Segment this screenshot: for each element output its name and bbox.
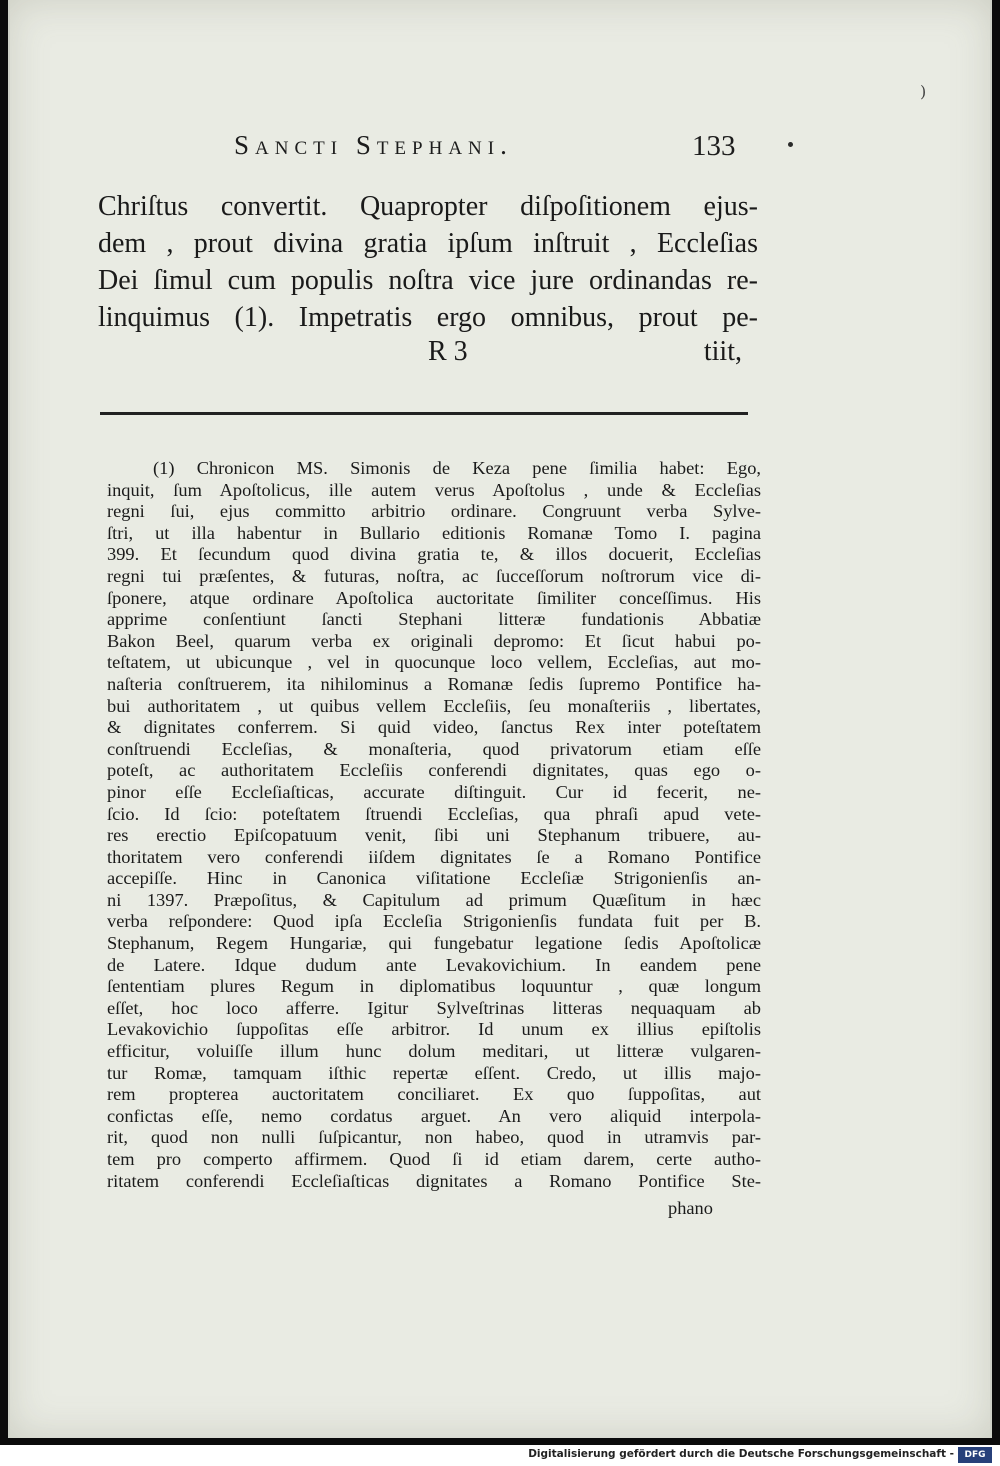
footnote-line: tem pro comperto affirmem. Quod ſi id etiam darem, certe autho- (107, 1149, 761, 1169)
main-text-line: linquimus (1). Impetratis ergo omnibus, prout pe- (98, 302, 758, 333)
footnote-line: regni ſui, ejus committo arbitrio ordinare. Congruunt verba Sylve- (107, 501, 761, 522)
footnote-line: pinor eſſe Eccleſiaſticas, accurate diſtinguit. Cur id fecerit, ne- (107, 781, 761, 802)
footnote-line: tur Romæ, tamquam iſthic repertæ eſſent. Credo, ut illis majo- (107, 1062, 761, 1083)
dfg-credit-text: Digitalisierung gefördert durch die Deutsche Forschungsgemeinschaft - (528, 1448, 954, 1460)
page-right-edge (990, 0, 992, 1438)
footnote-line: ſententiam plures Regum in diplomatibus loquuntur , quæ longum (107, 976, 761, 997)
ink-dot (788, 142, 793, 147)
footnote-line: ſtri, ut illa habentur in Bullario editionis Romanæ Tomo I. pagina (107, 522, 761, 543)
footnote-catchword: phano (668, 1198, 713, 1218)
dfg-logo: DFG (958, 1447, 992, 1463)
footnote-line: ſcio. Id ſcio: poteſtatem ſtruendi Eccleſias, qua phraſi apud vete- (107, 803, 761, 824)
footnote-line: rit, quod non nulli ſuſpicantur, non habeo, quod in utramvis par- (107, 1127, 761, 1148)
footnote (107, 458, 761, 1192)
footnote-line: efficitur, voluiſſe illum hunc dolum meditari, ut litteræ vulgaren- (107, 1041, 761, 1062)
page-left-edge (8, 0, 10, 1438)
footnote-line: apprime conſentiunt ſancti Stephani litteræ fundationis Abbatiæ (107, 609, 761, 630)
book-page (8, 0, 992, 1438)
running-head-title: Sancti Stephani. (234, 130, 513, 160)
footnote-line: bui authoritatem , ut quibus vellem Eccleſiis, ſeu monaſteriis , libertates, (107, 695, 761, 716)
footnote-line: Stephanum, Regem Hungariæ, qui fungebatur legatione ſedis Apoſtolicæ (107, 933, 761, 954)
footnote-line: confictas eſſe, nemo cordatus arguet. An vero aliquid interpola- (107, 1105, 761, 1126)
main-text-line: Dei ſimul cum populis noſtra vice jure ordinandas re- (98, 265, 758, 296)
signature-mark: R 3 (428, 336, 468, 367)
footnote-line: accepiſſe. Hinc in Canonica viſitatione Eccleſiæ Strigonienſis an- (107, 868, 761, 889)
footnote-line: de Latere. Idque dudum ante Levakovichium. In eandem pene (107, 954, 761, 975)
main-text-line: dem , prout divina gratia ipſum inſtruit , Eccleſias (98, 228, 758, 259)
credit-bar (0, 1445, 1000, 1466)
footnote-line: conſtruendi Eccleſias, & monaſteria, quod privatorum etiam eſſe (107, 738, 761, 759)
footnote-line: inquit, ſum Apoſtolicus, ille autem verus Apoſtolus , unde & Eccleſias (107, 479, 761, 500)
main-text-line: Chriſtus convertit. Quapropter diſpoſitionem ejus- (98, 191, 758, 222)
footnote-line: teſtatem, ut ubicunque , vel in quocunque loco vellem, Eccleſias, aut mo- (107, 652, 761, 673)
footnote-line: (1) Chronicon MS. Simonis de Keza pene ſimilia habet: Ego, (153, 458, 761, 478)
footnote-line: res erectio Epiſcopatuum venit, ſibi uni Stephanum tribuere, au- (107, 825, 761, 846)
running-head (8, 130, 992, 170)
footnote-line: ritatem conferendi Eccleſiaſticas dignitates a Romano Pontifice Ste- (107, 1170, 761, 1191)
footnote-line: Bakon Beel, quarum verba ex originali depromo: Et ſicut habui po- (107, 630, 761, 651)
footnote-line: regni tui præſentes, & futuras, noſtra, ac ſucceſſorum noſtrorum vice di- (107, 565, 761, 586)
signature-line (98, 336, 748, 373)
footnote-line: ni 1397. Præpoſitus, & Capitulum ad primum Quæſitum in hæc (107, 889, 761, 910)
catchword: tiit, (703, 336, 742, 367)
main-text (98, 188, 758, 336)
margin-mark: ) (920, 82, 927, 101)
footnote-line: poteſt, ac authoritatem Eccleſiis conferendi dignitates, quas ego o- (107, 760, 761, 781)
footnote-line: eſſet, hoc loco afferre. Igitur Sylveſtrinas litteras nequaquam ab (107, 997, 761, 1018)
footnote-line: & dignitates conferrem. Si quid video, ſanctus Rex inter poteſtatem (107, 717, 761, 738)
page-number: 133 (692, 130, 736, 162)
footnote-line: 399. Et ſecundum quod divina gratia te, & illos docuerit, Eccleſias (107, 544, 761, 565)
footnote-line: naſteria conſtruerem, ita nihilominus a Romanæ ſedis ſupremo Pontifice ha- (107, 673, 761, 694)
footnote-rule (100, 412, 748, 415)
footnote-line: ſponere, atque ordinare Apoſtolica auctoritate ſimiliter conceſſimus. His (107, 587, 761, 608)
footnote-line: verba reſpondere: Quod ipſa Eccleſia Strigonienſis fundata fuit per B. (107, 911, 761, 932)
footnote-line: Levakovichio ſuppoſitas eſſe arbitror. Id unum ex illius epiſtolis (107, 1019, 761, 1040)
footnote-line: thoritatem vero conferendi iiſdem dignitates ſe a Romano Pontifice (107, 846, 761, 867)
footnote-line: rem propterea auctoritatem conciliaret. Ex quo ſuppoſitas, aut (107, 1084, 761, 1105)
